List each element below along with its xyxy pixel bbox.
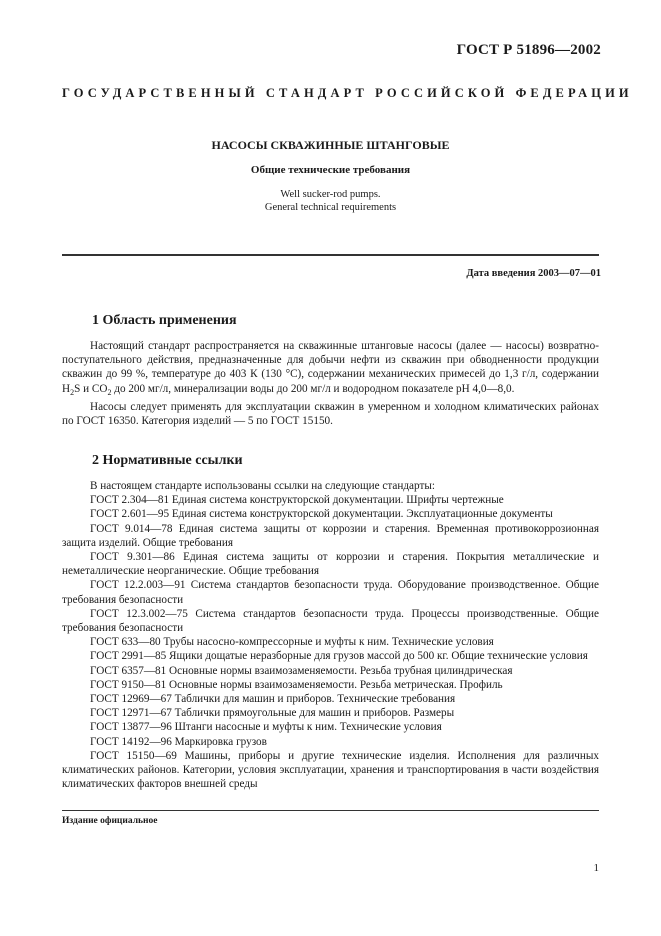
reference-item: ГОСТ 2.304—81 Единая система конструкторской документации. Шрифты чертежные: [90, 494, 504, 507]
section-2-intro: В настоящем стандарте использованы ссылки на следующие стандарты:: [90, 480, 435, 492]
section-1-body: [62, 339, 599, 428]
reference-item: ГОСТ 9.301—86 Единая система защиты от коррозии и старения. Покрытия металлические и неметаллические неорганические. Общие требования: [62, 551, 599, 578]
gost-code: ГОСТ Р 51896—2002: [456, 42, 601, 58]
reference-item: ГОСТ 2.601—95 Единая система конструкторской документации. Эксплуатационные документы: [90, 508, 553, 521]
english-title-line-1: Well sucker-rod pumps.: [280, 189, 381, 200]
reference-item: ГОСТ 6357—81 Основные нормы взаимозаменяемости. Резьба трубная цилиндрическая: [90, 664, 513, 677]
reference-item: ГОСТ 15150—69 Машины, приборы и другие технические изделия. Исполнения для различных климатических районов. Категории, условия эксплуатации, хранения и транспортирования в части воздействия климатических факторов внешней среды: [62, 749, 599, 791]
reference-item: ГОСТ 12.2.003—91 Система стандартов безопасности труда. Оборудование производственное. Общие требования безопасности: [62, 579, 599, 606]
state-standard-heading: ГОСУДАРСТВЕННЫЙ СТАНДАРТ РОССИЙСКОЙ ФЕДЕРАЦИИ: [62, 86, 633, 100]
reference-item: ГОСТ 9.014—78 Единая система защиты от коррозии и старения. Временная противокоррозионная защита изделий. Общие требования: [62, 522, 599, 549]
reference-item: ГОСТ 13877—96 Штанги насосные и муфты к ним. Технические условия: [90, 721, 442, 734]
reference-item: ГОСТ 9150—81 Основные нормы взаимозаменяемости. Резьба метрическая. Профиль: [90, 678, 503, 691]
reference-item: ГОСТ 12.3.002—75 Система стандартов безопасности труда. Процессы производственные. Общие требования безопасности: [62, 607, 599, 635]
document-subtitle: Общие технические требования: [250, 164, 411, 176]
reference-item: ГОСТ 12969—67 Таблички для машин и приборов. Технические требования: [90, 693, 456, 706]
reference-item: ГОСТ 633—80 Трубы насосно-компрессорные и муфты к ним. Технические условия: [90, 636, 494, 649]
section-2-body: [62, 479, 599, 791]
section-2-heading: 2 Нормативные ссылки: [92, 453, 243, 468]
page-number: 1: [593, 862, 599, 874]
english-title: [0, 188, 661, 214]
top-divider: [62, 254, 599, 256]
english-title-line-2: General technical requirements: [264, 202, 397, 213]
section-1-paragraph-2: Насосы следует применять для эксплуатации скважин в умеренном и холодном климатических районах по ГОСТ 16350. Категория изделий — 5 по ГОСТ 15150.: [62, 401, 599, 428]
section-1-heading: 1 Область применения: [92, 313, 237, 328]
edition-label: Издание официальное: [62, 816, 158, 826]
reference-item: ГОСТ 2991—85 Ящики дощатые неразборные для грузов массой до 500 кг. Общие технические условия: [90, 650, 588, 663]
document-title: НАСОСЫ СКВАЖИННЫЕ ШТАНГОВЫЕ: [211, 138, 450, 152]
footer-divider: [62, 810, 599, 811]
section-1-paragraph-1: Настоящий стандарт распространяется на скважинные штанговые насосы (далее — насосы) возвратно-поступательного действия, предназначенные для добычи нефти из скважин при обводненности продукции скважин до 99 %, температуре до 403 К (130 °С), содержании механических примесей до 1,3 г/л, содержании $H_2S$ и $CO_2$ до 200 мг/л, минерализации воды до 200 мг/л и водородном показателе рН 4,0—8,0.: [62, 340, 599, 397]
reference-item: ГОСТ 12971—67 Таблички прямоугольные для машин и приборов. Размеры: [90, 707, 455, 720]
intro-date: Дата введения 2003—07—01: [466, 268, 601, 279]
reference-item: ГОСТ 14192—96 Маркировка грузов: [90, 735, 267, 748]
